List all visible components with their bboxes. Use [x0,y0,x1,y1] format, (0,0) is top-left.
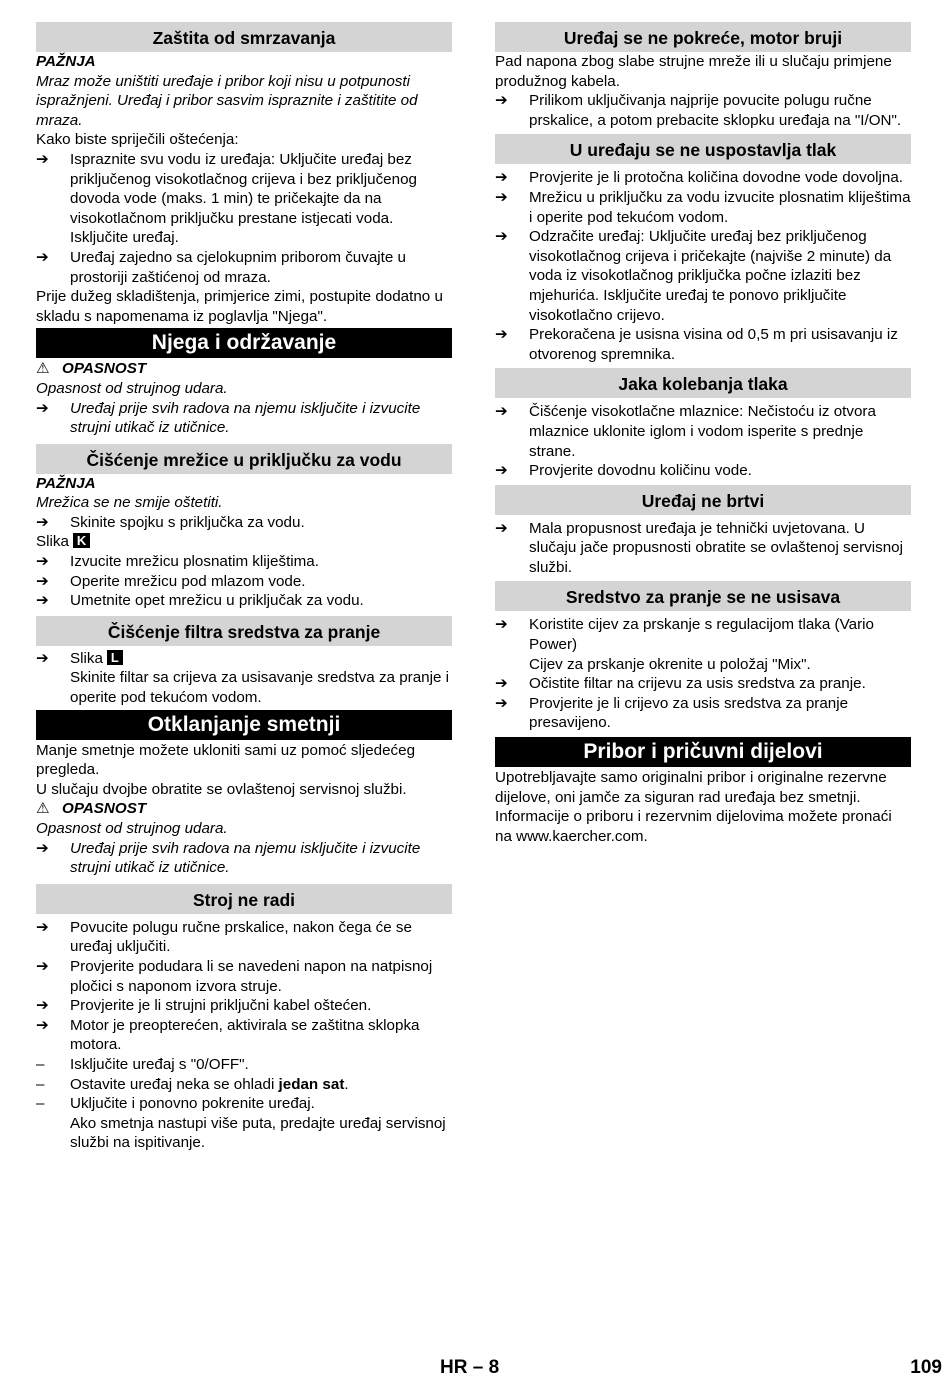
list-item: ➔ Mala propusnost uređaja je tehnički uvjetovana. U slučaju jače propusnosti obratite se ovlaštenoj servisnoj službi. [495,519,903,576]
paragraph: Informacije o priboru i rezervnim dijelovima možete pronaći na www.kaercher.com. [495,808,892,845]
section-title-nostart: Stroj ne radi [36,884,452,914]
warning-icon: ⚠ [36,360,50,378]
list-item: – Ostavite uređaj neka se ohladi jedan sat. [36,1075,349,1093]
arrow-icon: ➔ [36,957,49,975]
list-item: ➔ Motor je preopterećen, aktivirala se zaštitna sklopka motora. [36,1016,420,1054]
paragraph: Ako smetnja nastupi više puta, predajte uređaj servisnoj službi na ispitivanje. [70,1114,446,1152]
list-item: ➔ Provjerite je li protočna količina dovodne vode dovoljna. [495,169,904,187]
arrow-icon: ➔ [36,572,49,590]
list-item: ➔ Koristite cijev za prskanje s regulacijom tlaka (Vario Power) [495,616,874,654]
note-text: Mrežica se ne smije oštetiti. [36,494,223,512]
note-label: PAŽNJA [36,474,96,492]
section-title-frost: Zaštita od smrzavanja [36,22,452,52]
note-label: PAŽNJA [36,53,96,70]
paragraph: Pad napona zbog slabe strujne mreže ili u slučaju primjene produžnog kabela. [495,53,892,90]
arrow-icon: ➔ [495,403,508,421]
list-item: ➔ Izvucite mrežicu plosnatim kliještima. [36,553,319,571]
list-item: ➔ Provjerite podudara li se navedeni napon na natpisnoj pločici s naponom izvora struje. [36,957,433,995]
section-title-detergent: Sredstvo za pranje se ne usisava [495,581,911,611]
paragraph: Prije dužeg skladištenja, primjerice zimi, postupite dodatno u skladu s napomenama iz poglavlja "Njega". [36,288,443,325]
list-item: ➔ Uređaj zajedno sa cjelokupnim priborom čuvajte u prostoriji zaštićenoj od mraza. [36,248,406,286]
section-title-leak: Uređaj ne brtvi [495,485,911,515]
arrow-icon: ➔ [495,462,508,480]
page-number: 109 [910,1357,942,1378]
arrow-icon: ➔ [36,399,49,417]
arrow-icon: ➔ [36,918,49,936]
section-title-accessories: Pribor i pričuvni dijelovi [495,737,911,767]
warning-icon: ⚠ [36,800,50,818]
paragraph: Upotrebljavajte samo originalni pribor i originalne rezervne dijelove, oni jamče za siguran rad uređaja bez smetnji. [495,769,887,806]
arrow-icon: ➔ [495,92,508,110]
list-item: ➔ Uređaj prije svih radova na njemu isključite i izvucite strujni utikač iz utičnice. [36,839,421,877]
arrow-icon: ➔ [495,616,508,634]
list-item: ➔ Čišćenje visokotlačne mlaznice: Nečistoću iz otvora mlaznice uklonite iglom i vodom isperite s prednje strane. [495,403,876,460]
paragraph: Skinite filtar sa crijeva za usisavanje sredstva za pranje i operite pod tekućom vodom. [70,669,450,707]
arrow-icon: ➔ [495,519,508,537]
arrow-icon: ➔ [36,513,49,531]
list-item: ➔ Provjerite dovodnu količinu vode. [495,462,752,480]
list-item: – Uključite i ponovno pokrenite uređaj. [36,1095,315,1113]
section-title-pressure-fluctuations: Jaka kolebanja tlaka [495,368,911,398]
footer-section-label: HR – 8 [440,1357,500,1378]
dash-marker: – [36,1055,45,1073]
list-item: ➔ Skinite spojku s priključka za vodu. [36,513,305,531]
arrow-icon: ➔ [36,1016,49,1034]
paragraph: Manje smetnje možete ukloniti sami uz pomoć sljedećeg pregleda. [36,741,416,779]
paragraph: U slučaju dvojbe obratite se ovlaštenoj servisnoj službi. [36,780,407,798]
left-column [36,22,452,1153]
arrow-icon: ➔ [36,997,49,1015]
arrow-icon: ➔ [495,169,508,187]
arrow-icon: ➔ [36,150,49,168]
list-item: ➔ Prilikom uključivanja najprije povucite polugu ručne prskalice, a potom prebacite sklopku uređaja na "I/ON". [495,92,902,129]
arrow-icon: ➔ [495,326,508,344]
arrow-icon: ➔ [495,675,508,693]
list-item: ➔ Slika L [36,649,452,669]
list-item: ➔ Uređaj prije svih radova na njemu isključite i izvucite strujni utikač iz utičnice. [36,399,421,437]
paragraph: Cijev za prskanje okrenite u položaj "Mix". [529,655,811,673]
list-item: ➔ Mrežicu u priključku za vodu izvucite plosnatim kliještima i operite pod tekućom vodom. [495,188,911,226]
section-title-screen: Čišćenje mrežice u priključku za vodu [36,444,452,474]
arrow-icon: ➔ [495,188,508,206]
section-title-care: Njega i održavanje [36,328,452,358]
danger-label: ⚠ OPASNOST [36,800,147,818]
list-item: ➔ Provjerite je li strujni priključni kabel oštećen. [36,997,372,1015]
section-title-filter: Čišćenje filtra sredstva za pranje [36,616,452,646]
section-title-troubleshooting: Otklanjanje smetnji [36,710,452,740]
arrow-icon: ➔ [495,694,508,712]
list-item: ➔ Povucite polugu ručne prskalice, nakon čega će se uređaj uključiti. [36,918,412,956]
list-item: ➔ Prekoračena je usisna visina od 0,5 m pri usisavanju iz otvorenog spremnika. [495,326,898,363]
list-item: ➔ Operite mrežicu pod mlazom vode. [36,572,306,590]
list-item: ➔ Očistite filtar na crijevu za usis sredstva za pranje. [495,675,866,693]
arrow-icon: ➔ [495,228,508,246]
dash-marker: – [36,1095,45,1113]
list-item: – Isključite uređaj s "0/OFF". [36,1055,249,1073]
figure-badge: K [73,533,90,548]
danger-label: ⚠ OPASNOST [36,360,147,378]
arrow-icon: ➔ [36,248,49,266]
section-title-no-pressure: U uređaju se ne uspostavlja tlak [495,134,911,164]
danger-text: Opasnost od strujnog udara. [36,379,228,397]
list-item: ➔ Provjerite je li crijevo za usis sredstva za pranje presavijeno. [495,694,849,732]
list-item: ➔ Umetnite opet mrežicu u priključak za vodu. [36,592,364,610]
figure-reference: Slika K [36,532,452,552]
arrow-icon: ➔ [36,649,49,667]
section-title-motor-hums: Uređaj se ne pokreće, motor bruji [495,22,911,52]
right-column [495,22,911,846]
list-item: ➔ Odzračite uređaj: Uključite uređaj bez priključenog visokotlačnog crijeva i pričekajte (najviše 2 minute) da voda iz visokotlačnog priključka počne izlaziti bez mjehurića. Isključite uređaj te ponovo priključite visokotlačno crijevo. [495,228,892,324]
dash-marker: – [36,1075,45,1093]
arrow-icon: ➔ [36,553,49,571]
arrow-icon: ➔ [36,839,49,857]
note-text: Mraz može uništiti uređaje i pribor koji nisu u potpunosti ispražnjeni. Uređaj i pribor sasvim ispraznite i zaštitite od mraza. [36,72,418,129]
danger-text: Opasnost od strujnog udara. [36,820,228,837]
arrow-icon: ➔ [36,592,49,610]
figure-badge: L [107,650,123,665]
list-item: ➔ Ispraznite svu vodu iz uređaja: Uključite uređaj bez priključenog visokotlačnog crijeva i bez priključenog dovoda vode (maks. 1 min) te pričekajte da na visokotlačnom priključku prestane istjecati voda. Isključite uređaj. [36,150,417,247]
paragraph: Kako biste spriječili oštećenja: [36,131,239,149]
